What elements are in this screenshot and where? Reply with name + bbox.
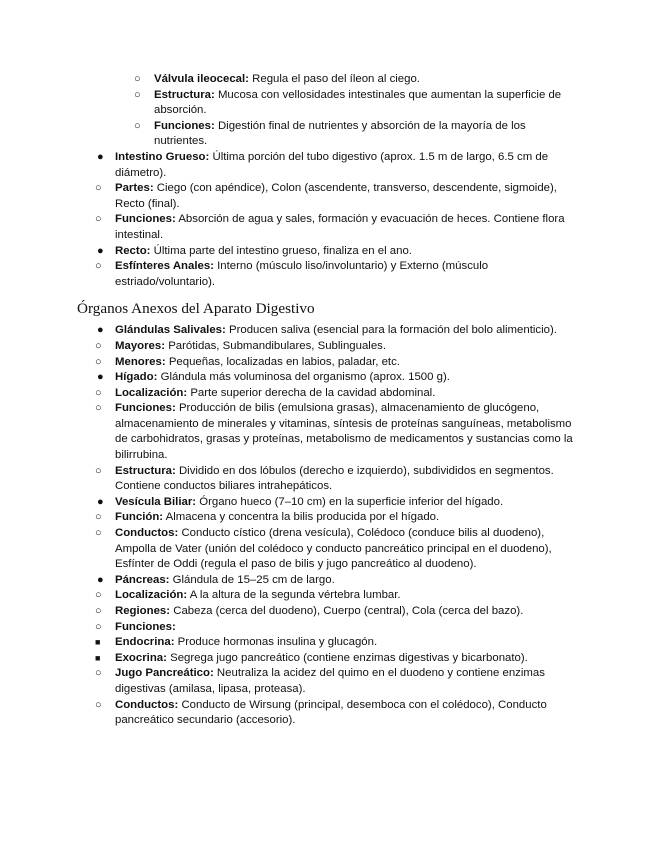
circle-bullet: ○ xyxy=(95,339,102,352)
item-term: Mayores: xyxy=(115,339,166,352)
disc-bullet: ● xyxy=(97,495,104,508)
list-item-vesicula xyxy=(0,495,655,573)
item-term: Intestino Grueso: xyxy=(115,150,210,163)
item-term: Menores: xyxy=(115,355,166,368)
circle-bullet: ○ xyxy=(134,88,141,101)
item-text: Produce hormonas insulina y glucagón. xyxy=(177,636,378,649)
circle-bullet: ○ xyxy=(95,464,102,477)
item-term: Funciones: xyxy=(115,402,176,415)
item-text: Almacena y concentra la bilis producida por el hígado. xyxy=(165,511,440,524)
circle-bullet: ○ xyxy=(95,698,102,711)
item-term: Páncreas: xyxy=(115,573,170,586)
item-term: Recto: xyxy=(115,244,151,257)
circle-bullet: ○ xyxy=(95,511,102,524)
disc-bullet: ● xyxy=(97,244,104,257)
item-term: Exocrina: xyxy=(115,651,167,664)
circle-bullet: ○ xyxy=(95,527,102,540)
item-text: Segrega jugo pancreático (contiene enzimas digestivas y bicarbonato). xyxy=(170,651,528,664)
item-text: Glándula de 15–25 cm de largo. xyxy=(172,573,335,586)
item-term: Localización: xyxy=(115,386,188,399)
item-term: Conductos: xyxy=(115,527,179,540)
item-term: Glándulas Salivales: xyxy=(115,324,226,337)
list-item xyxy=(0,464,655,495)
list-item xyxy=(0,339,655,355)
circle-bullet: ○ xyxy=(95,605,102,617)
item-term: Válvula ileocecal: xyxy=(154,73,249,85)
circle-bullet: ○ xyxy=(134,73,141,85)
disc-bullet: ● xyxy=(97,150,104,163)
list-item xyxy=(0,181,655,212)
item-term: Estructura: xyxy=(115,464,176,477)
list-item xyxy=(0,119,655,150)
item-text: Interno (músculo liso/involuntario) y Externo (músculo estriado/voluntario). xyxy=(115,260,489,288)
item-text: Última parte del intestino grueso, finaliza en el ano. xyxy=(153,244,412,257)
list-item-recto xyxy=(0,244,655,291)
list-item xyxy=(0,526,655,573)
item-term: Partes: xyxy=(115,182,154,195)
document-page xyxy=(0,72,655,729)
list-item-intestino-grueso xyxy=(0,150,655,244)
item-term: Localización: xyxy=(115,589,188,602)
item-term: Estructura: xyxy=(154,88,215,101)
item-term: Regiones: xyxy=(115,605,171,617)
section-heading: Órganos Anexos del Aparato Digestivo xyxy=(77,300,315,318)
list-item-glandulas xyxy=(0,323,655,370)
organ-list xyxy=(0,150,655,290)
circle-bullet: ○ xyxy=(95,260,102,273)
list-item xyxy=(0,651,655,667)
item-term: Funciones: xyxy=(154,119,215,132)
item-text: Pequeñas, localizadas en labios, paladar, etc. xyxy=(168,355,400,368)
list-item xyxy=(0,401,655,463)
item-term: Hígado: xyxy=(115,371,158,384)
item-text: Producen saliva (esencial para la formación del bolo alimenticio). xyxy=(228,324,557,337)
circle-bullet: ○ xyxy=(95,667,102,680)
item-text: Conducto cístico (drena vesícula), Colédoco (conduce bilis al duodeno), Ampolla de Vater (unión del colédoco y conducto pancreático principal en el duodeno), Esfínter de Oddi (regula el paso de bilis y jugo pancreático al duodeno). xyxy=(115,527,552,571)
item-text: Regula el paso del íleon al ciego. xyxy=(252,73,420,85)
annex-organ-list xyxy=(0,323,655,728)
list-item xyxy=(0,588,655,604)
list-item xyxy=(0,212,655,243)
list-item-pancreas xyxy=(0,573,655,729)
item-text: Ciego (con apéndice), Colon (ascendente, transverso, descendente, sigmoide), Recto (final). xyxy=(115,182,557,210)
item-text: Absorción de agua y sales, formación y evacuación de heces. Contiene flora intestinal. xyxy=(115,213,565,241)
item-text: Parte superior derecha de la cavidad abdominal. xyxy=(190,386,436,399)
square-bullet: ■ xyxy=(95,637,101,648)
circle-bullet: ○ xyxy=(95,213,102,226)
item-text: Última porción del tubo digestivo (aprox. 1.5 m de largo, 6.5 cm de diámetro). xyxy=(115,150,549,179)
list-item xyxy=(0,510,655,526)
item-text: Dividido en dos lóbulos (derecho e izquierdo), subdivididos en segmentos. Contiene conductos biliares intrahepáticos. xyxy=(115,464,554,493)
item-text: Glándula más voluminosa del organismo (aprox. 1500 g). xyxy=(160,371,450,384)
item-text: Órgano hueco (7–10 cm) en la superficie inferior del hígado. xyxy=(199,495,504,508)
disc-bullet: ● xyxy=(97,324,104,337)
item-text: Parótidas, Submandibulares, Sublinguales. xyxy=(168,339,387,352)
item-text: Neutraliza la acidez del quimo en el duodeno y contiene enzimas digestivas (amilasa, lipasa, proteasa). xyxy=(115,667,545,695)
item-term: Esfínteres Anales: xyxy=(115,260,214,273)
circle-bullet: ○ xyxy=(95,182,102,195)
list-item xyxy=(0,88,655,119)
list-item xyxy=(0,698,655,729)
item-text: Conducto de Wirsung (principal, desemboca con el colédoco), Conducto pancreático secundario (accesorio). xyxy=(115,698,547,727)
circle-bullet: ○ xyxy=(95,589,102,602)
list-item xyxy=(0,355,655,371)
item-text: Producción de bilis (emulsiona grasas), almacenamiento de glucógeno, almacenamiento de minerales y vitaminas, síntesis de proteínas sanguíneas, metabolismo de carbohidratos, grasas y proteínas, metabolismo de medicamentos y sustancias como la bilirrubina. xyxy=(115,402,573,462)
list-item xyxy=(0,259,655,290)
list-item xyxy=(0,72,655,88)
list-item xyxy=(0,386,655,402)
circle-bullet: ○ xyxy=(95,355,102,368)
item-term: Vesícula Biliar: xyxy=(115,495,197,508)
item-term: Funciones: xyxy=(115,213,176,226)
circle-bullet: ○ xyxy=(95,386,102,399)
list-item xyxy=(0,666,655,697)
circle-bullet: ○ xyxy=(95,620,102,633)
list-item-higado xyxy=(0,370,655,495)
list-item xyxy=(0,635,655,651)
circle-bullet: ○ xyxy=(134,119,141,132)
continued-sublist xyxy=(0,72,655,150)
item-text: Digestión final de nutrientes y absorción de la mayoría de los nutrientes. xyxy=(154,119,526,148)
item-text: A la altura de la segunda vértebra lumbar. xyxy=(189,589,401,602)
item-term: Jugo Pancreático: xyxy=(115,667,214,680)
disc-bullet: ● xyxy=(97,371,104,384)
item-term: Funciones: xyxy=(115,620,176,633)
item-term: Función: xyxy=(115,511,164,524)
circle-bullet: ○ xyxy=(95,402,102,415)
list-item xyxy=(0,604,655,620)
item-text: Mucosa con vellosidades intestinales que aumentan la superficie de absorción. xyxy=(154,88,562,117)
disc-bullet: ● xyxy=(97,573,104,586)
list-item xyxy=(0,620,655,667)
item-term: Conductos: xyxy=(115,698,179,711)
square-bullet: ■ xyxy=(95,652,101,663)
item-text: Cabeza (cerca del duodeno), Cuerpo (central), Cola (cerca del bazo). xyxy=(173,605,524,617)
item-term: Endocrina: xyxy=(115,636,175,649)
